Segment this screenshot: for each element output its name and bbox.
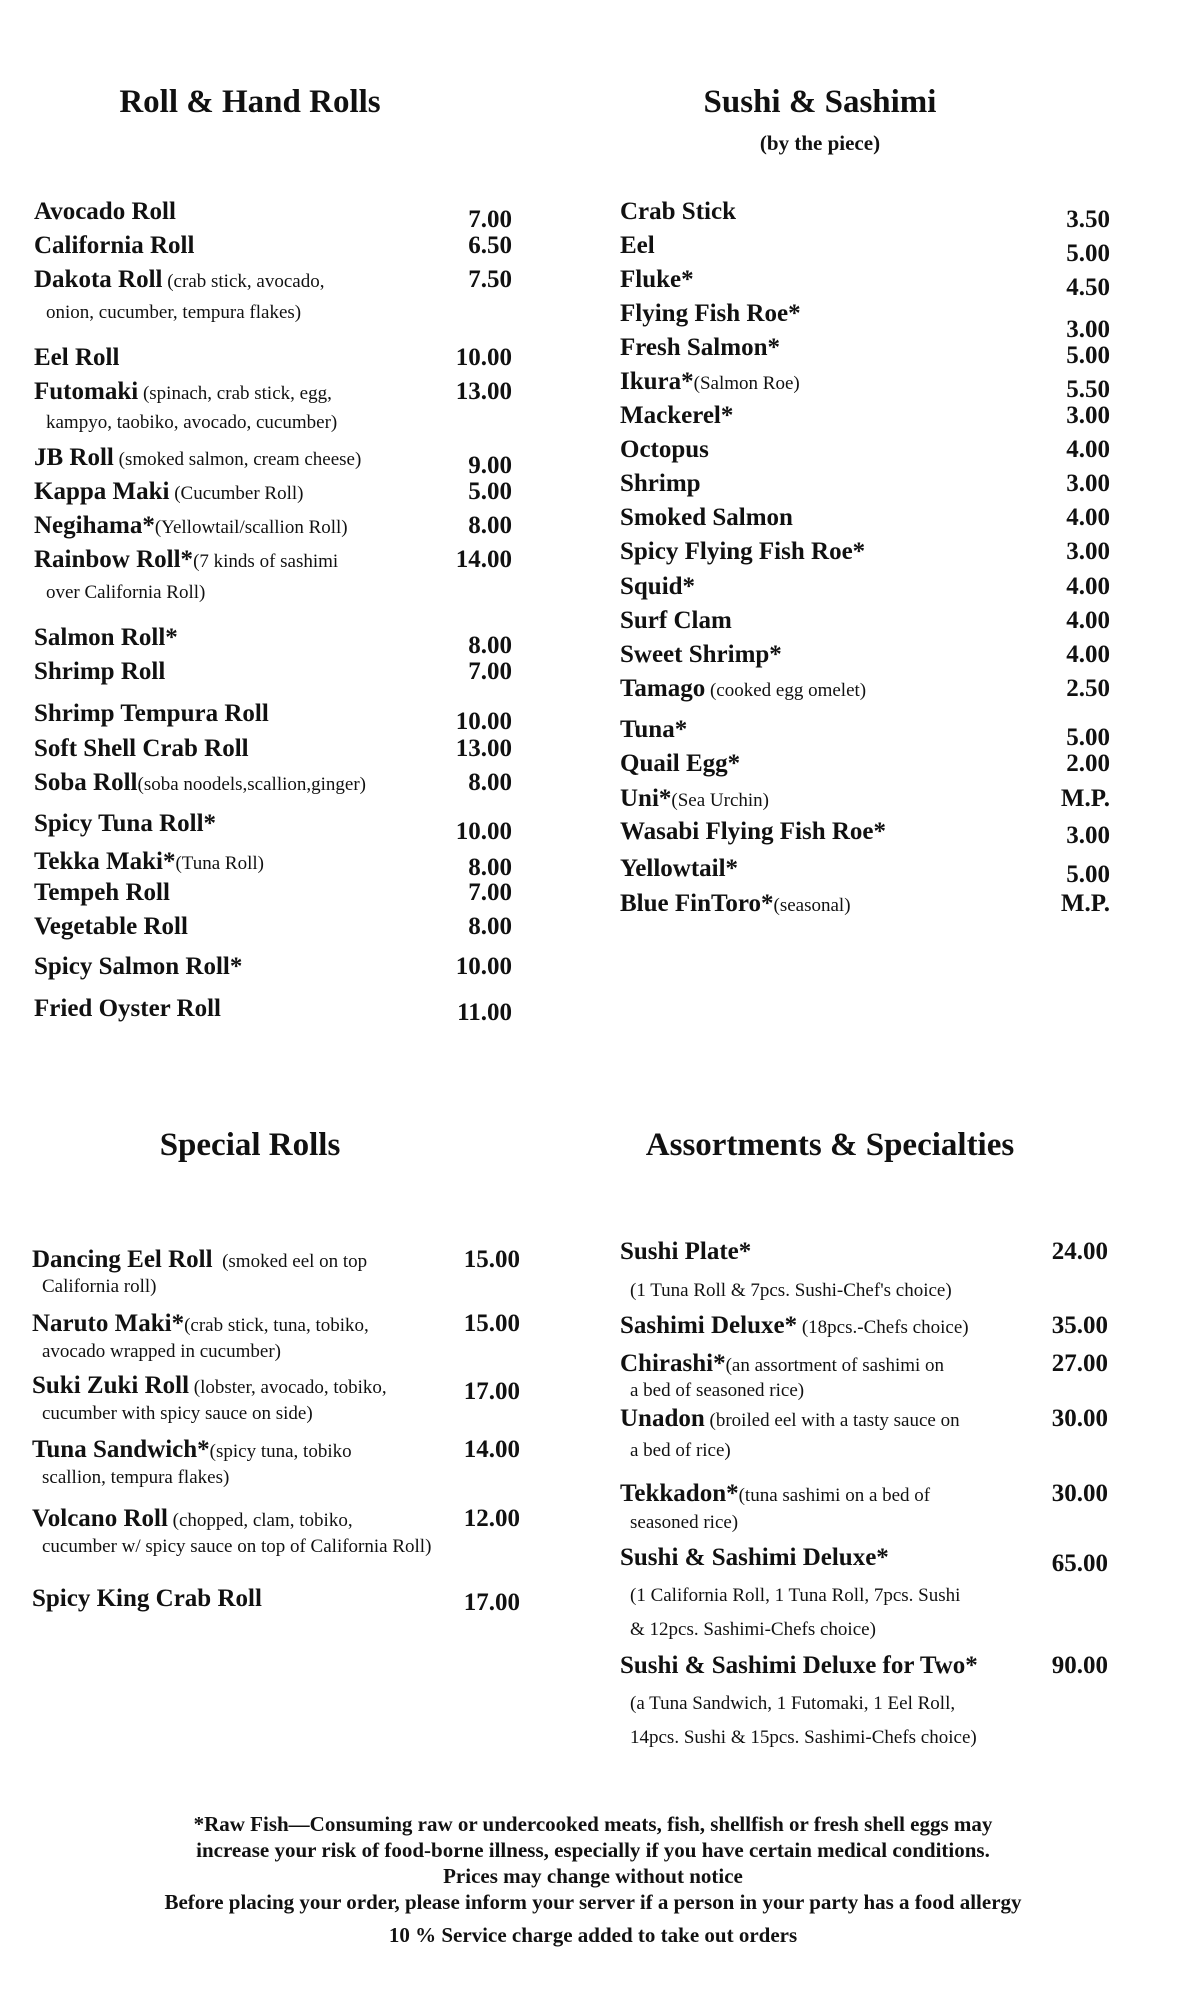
menu-item-title: Surf Clam [620,607,732,634]
menu-item-description: (spinach, crab stick, egg, [138,383,332,404]
menu-item-title: Volcano Roll [32,1505,168,1532]
menu-item-name [620,1350,944,1378]
menu-item [620,675,1110,709]
menu-item-name [34,769,366,797]
rolls-section-title: Roll & Hand Rolls [119,84,381,120]
menu-item-name [620,436,709,464]
menu-item-description-continued: scallion, tempura flakes) [42,1467,230,1488]
menu-item [620,402,1110,436]
menu-item [620,436,1110,470]
menu-item-description-continued: cucumber w/ spicy sauce on top of California Roll) [42,1536,432,1557]
menu-item-price: 65.00 [1051,1550,1108,1577]
menu-item-name [34,953,242,981]
menu-item [620,1312,1108,1346]
price-change-notice: Prices may change without notice [443,1864,743,1888]
menu-item-title: Fluke* [620,266,694,293]
menu-item-title: Sashimi Deluxe* [620,1312,798,1339]
menu-item-description-continued: 14pcs. Sushi & 15pcs. Sashimi-Chefs choice) [630,1727,977,1748]
menu-item [34,913,512,947]
menu-item-description-continued: a bed of rice) [630,1440,731,1461]
menu-item-title: JB Roll [34,444,114,471]
menu-item-price: 35.00 [1051,1312,1108,1339]
menu-item [620,716,1110,750]
menu-item-description: (seasonal) [773,895,851,916]
menu-item-description: (18pcs.-Chefs choice) [797,1317,969,1338]
menu-item-title: Flying Fish Roe* [620,300,801,327]
menu-item [32,1372,520,1406]
menu-item-price: 4.00 [1066,436,1110,463]
menu-item-name [34,512,348,540]
menu-item-title: Soft Shell Crab Roll [34,735,249,762]
menu-item-price: 27.00 [1051,1350,1108,1377]
menu-item-title: Squid* [620,573,696,600]
menu-item [620,855,1110,889]
menu-item-name [620,470,701,498]
menu-item-price: 30.00 [1051,1405,1108,1432]
menu-item [620,300,1110,343]
menu-item-price: 13.00 [455,378,512,405]
raw-fish-warning-line2: increase your risk of food-borne illness, especially if you have certain medical conditions. [196,1838,990,1862]
menu-item-description-continued: cucumber with spicy sauce on side) [42,1403,313,1424]
menu-item-price: 10.00 [455,708,512,735]
menu-item [34,700,512,734]
menu-item-price: 3.00 [1066,538,1110,565]
menu-item-name [34,810,216,838]
menu-item-title: Sushi Plate* [620,1238,752,1265]
menu-item-title: Avocado Roll [34,198,176,225]
menu-item-name [620,402,733,430]
menu-item [620,1480,1108,1514]
menu-item-name [620,1405,960,1433]
menu-item-title: Tuna Sandwich* [32,1436,210,1463]
menu-item-name [620,232,655,260]
assort-section-title: Assortments & Specialties [645,1127,1015,1163]
menu-item-price: 10.00 [455,344,512,371]
menu-item-title: Mackerel* [620,402,734,429]
menu-item-price: 8.00 [468,854,512,881]
menu-item-description-continued: (1 California Roll, 1 Tuna Roll, 7pcs. Sushi [630,1585,961,1606]
menu-item-price: 3.00 [1066,402,1110,429]
menu-item-price: 5.00 [1066,724,1110,751]
menu-item-description: (crab stick, tuna, tobiko, [184,1315,369,1336]
menu-item-name [34,624,178,652]
menu-item-name [620,675,866,703]
menu-item-title: Vegetable Roll [34,913,188,940]
menu-item [620,504,1110,538]
menu-item-price: 10.00 [455,818,512,845]
menu-item-title: Smoked Salmon [620,504,793,531]
menu-item-title: Dancing Eel Roll [32,1246,213,1273]
menu-item-price: 9.00 [468,452,512,479]
menu-item [34,769,512,803]
menu-item [32,1585,520,1619]
menu-item-name [620,890,851,918]
menu-item-price: 5.00 [1066,342,1110,369]
menu-item-title: Soba Roll [34,769,138,796]
menu-item-price: 15.00 [463,1310,520,1337]
menu-item-title: Futomaki [34,378,139,405]
menu-item-title: Naruto Maki* [32,1310,185,1337]
menu-item-name [34,848,264,876]
menu-item-description-continued: avocado wrapped in cucumber) [42,1341,281,1362]
menu-item [34,344,512,378]
menu-item-title: Shrimp Tempura Roll [34,700,269,727]
menu-item-description: (crab stick, avocado, [162,271,325,292]
menu-item-description-continued: kampyo, taobiko, avocado, cucumber) [46,412,338,433]
menu-item-title: Blue FinToro* [620,890,774,917]
menu-item-description: (soba noodels,scallion,ginger) [137,774,366,795]
menu-item-price: 13.00 [455,735,512,762]
menu-item-title: Kappa Maki [34,478,170,505]
menu-item [620,573,1110,607]
menu-item-name [34,995,221,1023]
menu-item [34,198,512,232]
sushi-section-title: Sushi & Sashimi [703,84,937,120]
menu-item-description: (smoked salmon, cream cheese) [113,449,362,470]
menu-item-description-continued: California roll) [42,1276,157,1297]
footer-notice [0,1811,1186,1915]
menu-item-price: 8.00 [468,913,512,940]
menu-item-description-continued: a bed of seasoned rice) [630,1380,805,1401]
menu-item-price: 4.00 [1066,504,1110,531]
menu-item-price: 24.00 [1051,1238,1108,1265]
menu-item-title: Eel [620,232,655,259]
menu-item-title: Quail Egg* [620,750,741,777]
menu-item-description: (7 kinds of sashimi [193,551,339,572]
service-charge-notice: 10 % Service charge added to take out orders [388,1923,798,1947]
menu-item-title: Rainbow Roll* [34,546,194,573]
menu-item [34,232,512,266]
menu-item-title: Sushi & Sashimi Deluxe for Two* [620,1652,978,1679]
menu-item [32,1505,520,1539]
menu-item-title: Spicy Tuna Roll* [34,810,217,837]
menu-item-title: Tamago [620,675,706,702]
menu-item-name [32,1372,387,1400]
menu-item-title: Spicy Flying Fish Roe* [620,538,866,565]
menu-item-title: Spicy King Crab Roll [32,1585,262,1612]
menu-item-price: 11.00 [457,999,512,1026]
menu-item [620,266,1110,300]
menu-item [620,198,1110,232]
menu-item [34,444,512,478]
menu-item-price: 14.00 [455,546,512,573]
allergy-notice: Before placing your order, please inform your server if a person in your party has a food allergy [164,1890,1022,1914]
menu-item-price: 7.00 [468,206,512,233]
menu-item-name [620,785,769,813]
menu-item-name [32,1436,352,1464]
menu-item-description: (tuna sashimi on a bed of [738,1485,931,1506]
menu-item-title: Shrimp Roll [34,658,166,685]
menu-item-title: Tekkadon* [620,1480,739,1507]
menu-item [34,995,512,1029]
menu-item-title: Suki Zuki Roll [32,1372,190,1399]
menu-item-name [620,300,801,328]
menu-item-name [620,266,694,294]
menu-item-name [620,538,865,566]
menu-item-price: 3.00 [1066,316,1110,343]
menu-item-price: 2.50 [1066,675,1110,702]
menu-item-price: 8.00 [468,512,512,539]
menu-item-title: Tempeh Roll [34,879,170,906]
menu-item-price: 12.00 [463,1505,520,1532]
menu-item-description: (Tuna Roll) [175,853,264,874]
menu-item-price: 90.00 [1051,1652,1108,1679]
menu-item-name [620,573,695,601]
menu-item-price: 4.50 [1066,274,1110,301]
menu-item-description-continued: seasoned rice) [630,1512,739,1533]
menu-item-description: (Cucumber Roll) [169,483,304,504]
menu-item-price: M.P. [1060,890,1110,917]
menu-item-title: Crab Stick [620,198,736,225]
menu-item-price: 3.00 [1066,470,1110,497]
menu-item [32,1436,520,1470]
menu-item [620,1350,1108,1384]
menu-item [34,658,512,692]
menu-item [34,848,512,882]
menu-item-description: (Sea Urchin) [671,790,770,811]
menu-item-price: 8.00 [468,632,512,659]
menu-item-title: Chirashi* [620,1350,726,1377]
menu-item-name [32,1505,353,1533]
menu-item-name [620,504,793,532]
menu-item-description-continued: over California Roll) [46,582,206,603]
menu-item-price: 7.50 [468,266,512,293]
menu-item-title: Shrimp [620,470,701,497]
menu-item-name [34,658,165,686]
menu-item [34,478,512,512]
menu-item-name [620,1238,751,1266]
menu-item-title: Spicy Salmon Roll* [34,953,243,980]
menu-item-name [34,700,269,728]
menu-item-name [34,344,119,372]
menu-item-name [620,334,780,362]
menu-item-name [620,1652,978,1680]
menu-item-description-continued: (a Tuna Sandwich, 1 Futomaki, 1 Eel Roll, [630,1693,956,1714]
menu-item [620,1652,1108,1686]
menu-item-title: Sushi & Sashimi Deluxe* [620,1544,889,1571]
menu-item-price: 5.00 [1066,861,1110,888]
special-section-title: Special Rolls [159,1127,341,1163]
menu-item-title: Salmon Roll* [34,624,178,651]
menu-item [620,785,1110,819]
menu-item-name [34,444,361,472]
menu-item [620,1238,1108,1272]
menu-item-description: (an assortment of sashimi on [725,1355,945,1376]
menu-item-name [34,478,303,506]
menu-item-name [620,641,782,669]
menu-item-price: 5.50 [1066,376,1110,403]
menu-item [620,818,1110,852]
menu-item-price: 7.00 [468,879,512,906]
menu-item-name [32,1585,262,1613]
menu-item-name [620,818,886,846]
menu-item-price: 7.00 [468,658,512,685]
menu-item-title: Yellowtail* [620,855,739,882]
menu-item-description: (cooked egg omelet) [705,680,867,701]
menu-item [34,266,512,300]
menu-item-price: 8.00 [468,769,512,796]
menu-item-price: 30.00 [1051,1480,1108,1507]
menu-item-title: Tekka Maki* [34,848,176,875]
menu-item [620,232,1110,266]
menu-item [34,735,512,769]
menu-item-name [620,607,732,635]
raw-fish-warning-line1: *Raw Fish—Consuming raw or undercooked meats, fish, shellfish or fresh shell eggs may [193,1812,993,1836]
menu-item-name [620,198,736,226]
menu-item-name [620,1544,889,1572]
menu-item-name [34,879,170,907]
menu-item [34,810,512,844]
menu-item-title: Unadon [620,1405,705,1432]
menu-item-name [620,368,800,396]
menu-item-title: Eel Roll [34,344,120,371]
menu-item-price: 17.00 [463,1378,520,1405]
menu-item [34,546,512,580]
menu-item-description: (Yellowtail/scallion Roll) [154,517,348,538]
menu-item [34,378,512,412]
menu-item [620,334,1110,368]
menu-item-description: (lobster, avocado, tobiko, [189,1377,387,1398]
menu-item [620,1405,1108,1439]
menu-item-name [620,1312,969,1340]
menu-item-title: Sweet Shrimp* [620,641,782,668]
menu-item-description-continued: & 12pcs. Sashimi-Chefs choice) [630,1619,876,1640]
menu-item-title: Octopus [620,436,709,463]
menu-item-description: (broiled eel with a tasty sauce on [704,1410,960,1431]
menu-item-title: Negihama* [34,512,155,539]
menu-item-title: Fresh Salmon* [620,334,780,361]
menu-item [34,953,512,987]
menu-item [32,1246,520,1280]
menu-item-name [620,1480,930,1508]
menu-item [34,879,512,913]
menu-item-description-continued: (1 Tuna Roll & 7pcs. Sushi-Chef's choice) [630,1280,952,1301]
menu-item-price: 15.00 [463,1246,520,1273]
menu-item-price: 4.00 [1066,607,1110,634]
menu-item-title: California Roll [34,232,195,259]
menu-item-name [620,716,687,744]
menu-item-name [34,913,188,941]
menu-item-title: Dakota Roll [34,266,163,293]
menu-item-title: Tuna* [620,716,688,743]
menu-item [620,538,1110,572]
menu-item-price: 3.50 [1066,206,1110,233]
menu-item-name [32,1246,367,1274]
menu-item-description: (spicy tuna, tobiko [209,1441,352,1462]
menu-item-name [620,855,738,883]
menu-item-price: 5.00 [468,478,512,505]
menu-item-price: 3.00 [1066,822,1110,849]
menu-item-name [34,546,338,574]
menu-item-title: Fried Oyster Roll [34,995,221,1022]
menu-item-description: (Salmon Roe) [693,373,800,394]
menu-item-title: Wasabi Flying Fish Roe* [620,818,887,845]
menu-item-price: 2.00 [1066,750,1110,777]
menu-item-price: 6.50 [468,232,512,259]
menu-item-description: (chopped, clam, tobiko, [167,1510,353,1531]
menu-item-price: 4.00 [1066,573,1110,600]
menu-item [620,1544,1108,1578]
menu-item-price: 14.00 [463,1436,520,1463]
menu-item-name [34,266,324,294]
menu-item [620,641,1110,675]
menu-item-name [34,198,176,226]
menu-item-price: 4.00 [1066,641,1110,668]
menu-item [620,368,1110,402]
sushi-section-subtitle: (by the piece) [759,131,881,155]
menu-item-name [34,735,249,763]
menu-item-description-continued: onion, cucumber, tempura flakes) [46,302,302,323]
menu-item [32,1310,520,1344]
menu-item-name [32,1310,369,1338]
menu-item [34,624,512,658]
menu-item-name [620,750,740,778]
menu-item-description: (smoked eel on top [212,1251,368,1272]
menu-item-title: Uni* [620,785,672,812]
menu-item [34,512,512,546]
menu-item [620,470,1110,504]
menu-item-price: M.P. [1060,785,1110,812]
menu-item [620,607,1110,641]
menu-item-price: 5.00 [1066,240,1110,267]
menu-item-price: 17.00 [463,1589,520,1616]
menu-item [620,890,1110,924]
menu-item-price: 10.00 [455,953,512,980]
menu-item [620,750,1110,784]
menu-item-name [34,378,332,406]
menu-item-title: Ikura* [620,368,694,395]
menu-item-name [34,232,194,260]
